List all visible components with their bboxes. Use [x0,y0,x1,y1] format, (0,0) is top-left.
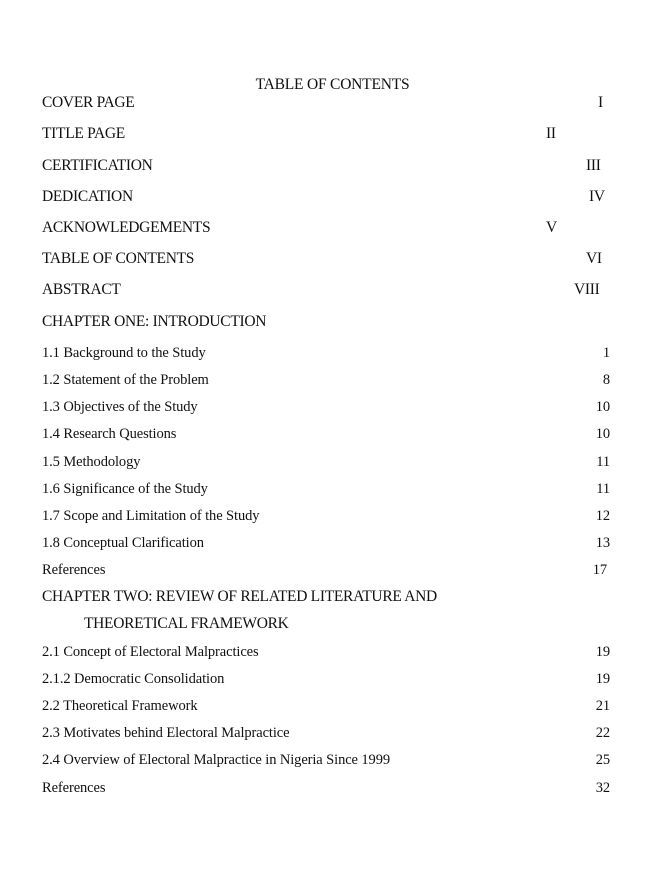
toc-entry-label: 1.8 Conceptual Clarification [42,535,204,551]
toc-entry-page: 12 [595,508,610,524]
toc-entry-page: 19 [595,644,610,660]
toc-entry-label: 2.2 Theoretical Framework [42,698,198,714]
toc-entry-label: 2.3 Motivates behind Electoral Malpractice [42,725,290,741]
toc-entry-label: References [42,562,106,578]
toc-entry-label: COVER PAGE [42,94,135,111]
toc-entry-label: 2.1.2 Democratic Consolidation [42,671,225,687]
toc-entry-page: 10 [595,399,610,415]
toc-entry-page: V [546,219,557,236]
toc-entry-label: 1.4 Research Questions [42,426,177,442]
toc-entry-label: References [42,780,106,796]
toc-entry-label: 1.5 Methodology [42,454,141,470]
toc-entry-page: 19 [595,671,610,687]
toc-entry-label: 2.4 Overview of Electoral Malpractice in Nigeria Since 1999 [42,752,391,768]
toc-entry-label: ABSTRACT [42,281,121,298]
toc-entry-label: 1.3 Objectives of the Study [42,399,198,415]
toc-entry-page: IV [589,188,605,205]
toc-entry-page: 11 [596,481,610,497]
toc-entry-page: 25 [595,752,610,768]
toc-entry-label: CERTIFICATION [42,157,153,174]
toc-entry-page: 32 [595,780,610,796]
chapter-title: CHAPTER ONE: INTRODUCTION [42,313,267,330]
toc-entry-label: ACKNOWLEDGEMENTS [42,219,211,236]
toc-entry-label: DEDICATION [42,188,133,205]
toc-entry-label: 1.7 Scope and Limitation of the Study [42,508,260,524]
toc-entry-label: TITLE PAGE [42,125,125,142]
toc-entry-label: 1.1 Background to the Study [42,345,206,361]
toc-entry-page: 17 [592,562,607,578]
toc-entry-page: 22 [595,725,610,741]
toc-entry-page: 1 [602,345,610,361]
page-title: TABLE OF CONTENTS [255,76,410,93]
toc-entry-page: 11 [596,454,610,470]
chapter-title: CHAPTER TWO: REVIEW OF RELATED LITERATURE AND [42,588,437,605]
chapter-title: THEORETICAL FRAMEWORK [84,615,289,632]
toc-entry-label: TABLE OF CONTENTS [42,250,195,267]
toc-entry-page: VIII [574,281,600,298]
toc-entry-label: 1.2 Statement of the Problem [42,372,209,388]
toc-entry-label: 1.6 Significance of the Study [42,481,208,497]
toc-entry-page: 10 [595,426,610,442]
toc-entry-page: III [586,157,601,174]
toc-entry-page: I [598,94,603,111]
toc-entry-page: VI [586,250,602,267]
toc-entry-page: II [546,125,556,142]
toc-entry-label: 2.1 Concept of Electoral Malpractices [42,644,259,660]
toc-entry-page: 8 [602,372,610,388]
toc-entry-page: 13 [595,535,610,551]
toc-entry-page: 21 [595,698,610,714]
